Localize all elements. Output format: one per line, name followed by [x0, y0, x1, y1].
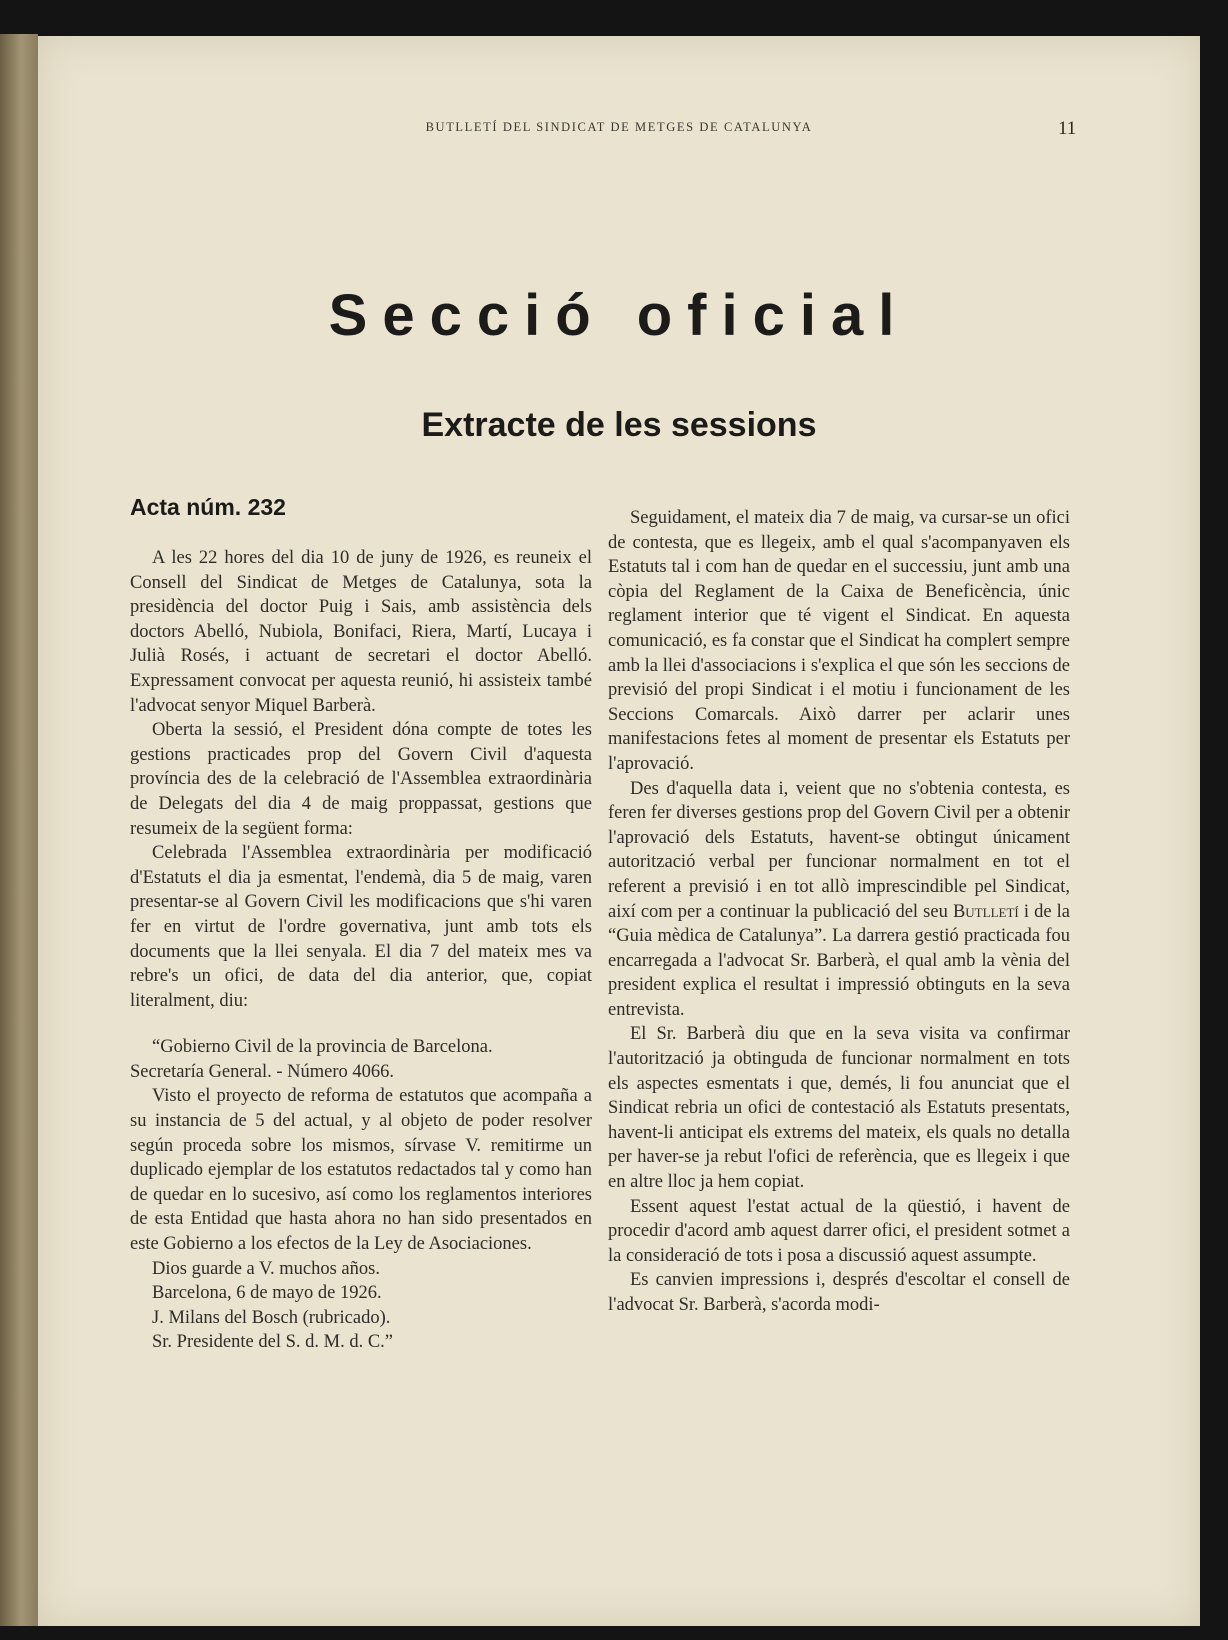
section-title: Secció oficial [328, 283, 910, 348]
previous-page-edge [0, 34, 38, 1626]
paragraph: Celebrada l'Assemblea extraordinària per modificació d'Estatuts el dia ja esmentat, l'endemà, dia 5 de maig, varen presentar-se al Govern Civil les modificacions que s'hi varen fer en virtut de l'ordre governativa, junt amb tots els documents que la llei senyala. El dia 7 del mateix mes va rebre's un ofici, de data del dia anterior, que, copiat literalment, diu: [130, 843, 592, 1011]
letter-place-date: Barcelona, 6 de mayo de 1926. [152, 1283, 382, 1304]
quoted-letter [130, 1035, 592, 1355]
paragraph-text: i de la “Guia mèdica de Catalunya”. La darrera gestió practicada fou encarregada a l'advocat Sr. Barberà, el qual amb la vènia del president explica el resultat i impressió obtinguts en la seva entrevista. [608, 901, 1070, 1020]
left-column [130, 546, 592, 1355]
letter-signature: J. Milans del Bosch (rubricado). [152, 1307, 391, 1328]
paragraph: Seguidament, el mateix dia 7 de maig, va cursar-se un ofici de contesta, que es llegeix, amb el qual s'acompanyaven els Estatuts tal i com han de quedar en el successiu, junt amb una còpia del Reglament de la Caixa de Beneficència, únic reglament interior que té vigent el Sindicat. En aquesta comunicació, es fa constar que el Sindicat ha complert sempre amb la llei d'associacions i s'explica el que són les seccions de previsió del propi Sindicat i el motiu i funcionament de les Seccions Comarcals. Això darrer per aclarir unes manifestacions fetes al moment de presentar els Estatuts per l'aprovació. [608, 508, 1070, 774]
letter-closing: Dios guarde a V. muchos años. [152, 1258, 380, 1279]
paragraph: Oberta la sessió, el President dóna compte de totes les gestions practicades prop del Govern Civil d'aquesta província des de la celebració de l'Assemblea extraordinària de Delegats del dia 4 de maig proppassat, gestions que resumeix de la següent forma: [130, 720, 592, 839]
letter-body: Visto el proyecto de reforma de estatutos que acompaña a su instancia de 5 del actual, y al objeto de poder resolver según proceda sobre los mismos, sírvase V. remitirme un duplicado ejemplar de los estatutos redactados tal y como han de quedar en lo sucesivo, así como los reglamentos interiores de esta Entidad que hasta ahora no han sido presentados en este Gobierno a los efectos de la Ley de Asociaciones. [130, 1086, 592, 1255]
paragraph: A les 22 hores del dia 10 de juny de 1926, es reuneix el Consell del Sindicat de Metges de Catalunya, sota la presidència del doctor Puig i Sais, amb assistència dels doctors Abelló, Nubiola, Bonifaci, Riera, Martí, Lucaya i Julià Rosés, i actuant de secretari el doctor Abelló. Expressament convocat per aquesta reunió, hi assisteix també l'advocat senyor Miquel Barberà. [130, 548, 592, 716]
letter-reference-line: Secretaría General. - Número 4066. [130, 1061, 395, 1082]
paragraph [608, 777, 1070, 1023]
act-heading: Acta núm. 232 [130, 494, 286, 520]
document-page [38, 36, 1200, 1626]
letter-addressee: Sr. Presidente del S. d. M. d. C.” [152, 1332, 394, 1353]
paragraph-text: Des d'aquella data i, veient que no s'obtenia contesta, es feren fer diverses gestions prop del Govern Civil per a obtenir l'aprovació dels Estatuts, havent-se obtingut únicament autorització verbal per funcionar normalment en tot el referent a previsió i en tot allò imprescindible pel Sindicat, així com per a continuar la publicació del seu [608, 778, 1070, 922]
letter-heading-line: “Gobierno Civil de la provincia de Barcelona. [152, 1037, 493, 1058]
paragraph: El Sr. Barberà diu que en la seva visita va confirmar l'autorització ja obtinguda de funcionar normalment en tots els aspectes esmentats i que, demés, li fou anunciat que el Sindicat rebria un ofici de contestació als Estatuts presentats, havent-li anticipat els extrems del mateix, els quals no detalla per haver-se ja rebut l'ofici de referència, que es llegeix i que en altre lloc ja hem copiat. [608, 1024, 1070, 1193]
right-column [608, 506, 1070, 1318]
page-number: 11 [1058, 118, 1077, 139]
paragraph: Es canvien impressions i, després d'escoltar el consell de l'advocat Sr. Barberà, s'acorda modi- [608, 1270, 1070, 1315]
paragraph: Essent aquest l'estat actual de la qüestió, i havent de procedir d'acord amb aquest darrer ofici, el president sotmet a la consideració de tots i posa a discussió aquest assumpte. [608, 1196, 1070, 1266]
subtitle: Extracte de les sessions [421, 406, 817, 444]
bulletin-name: Butlletí [952, 901, 1019, 922]
running-head: BUTLLETÍ DEL SINDICAT DE METGES DE CATALUNYA [425, 120, 813, 134]
